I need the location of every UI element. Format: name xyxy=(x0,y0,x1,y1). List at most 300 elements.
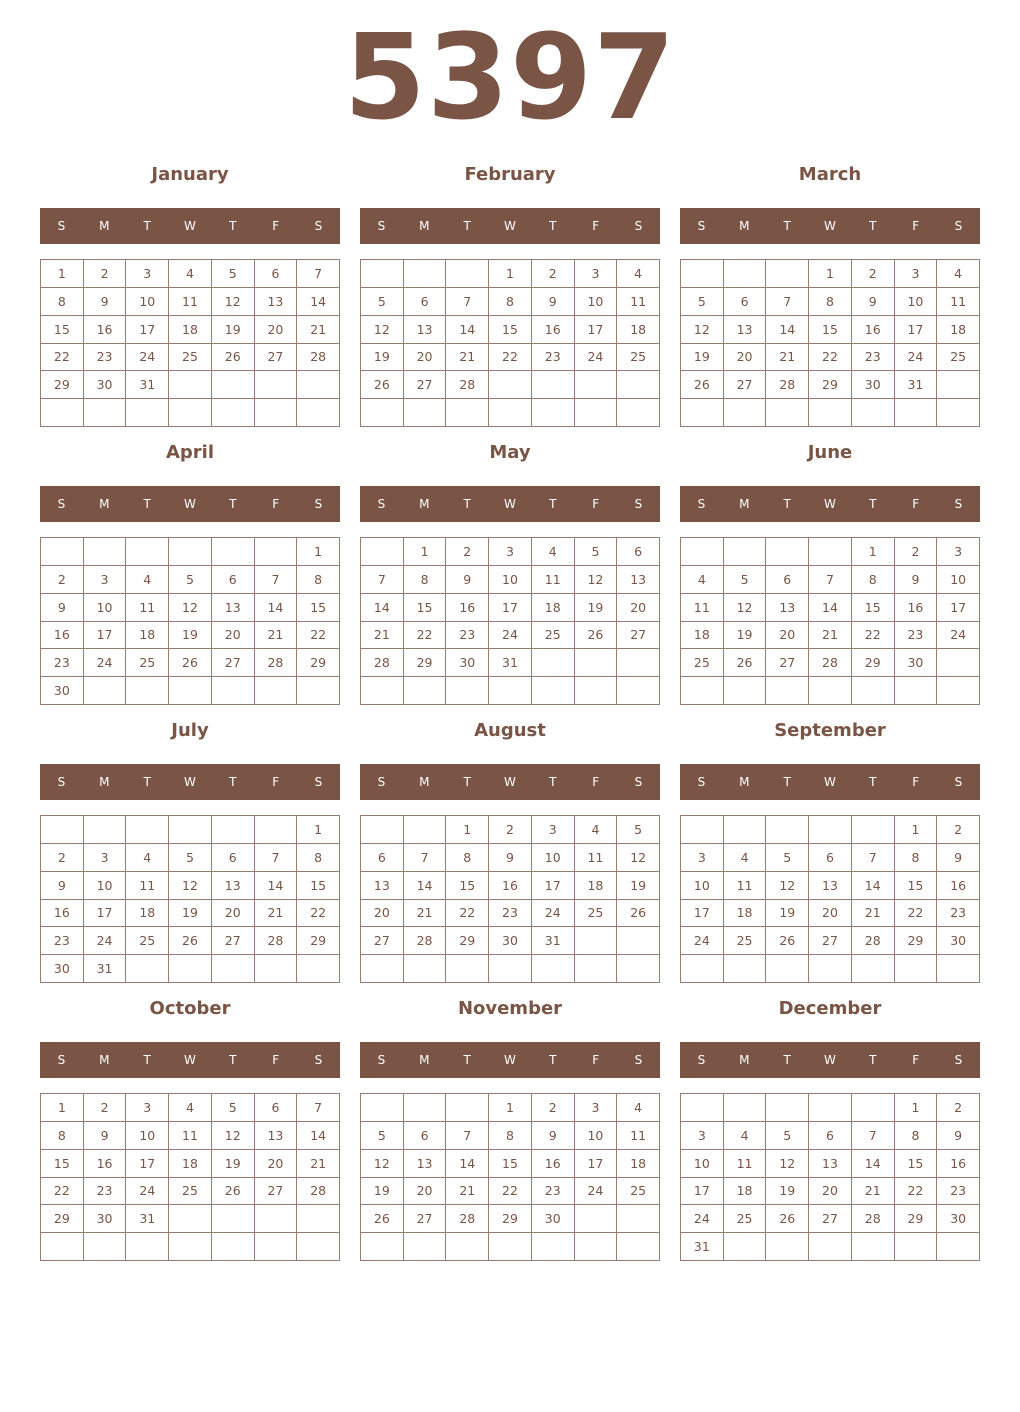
day-cell: 6 xyxy=(617,538,660,566)
empty-cell xyxy=(361,538,404,566)
empty-cell xyxy=(255,1205,298,1233)
weekday-label: S xyxy=(634,1053,643,1067)
day-cell: 10 xyxy=(575,288,618,316)
empty-cell xyxy=(41,1233,84,1261)
day-cell: 8 xyxy=(297,566,340,594)
weekday-label: F xyxy=(272,219,280,233)
day-cell: 19 xyxy=(169,900,212,928)
empty-cell xyxy=(212,816,255,844)
empty-cell xyxy=(681,816,724,844)
weekday-label: T xyxy=(549,219,557,233)
month-name: June xyxy=(807,442,853,463)
day-cell: 25 xyxy=(681,649,724,677)
empty-cell xyxy=(809,677,852,705)
empty-cell xyxy=(255,538,298,566)
day-cell: 10 xyxy=(532,844,575,872)
day-cell: 31 xyxy=(126,371,169,399)
weekday-label: S xyxy=(634,219,643,233)
day-cell: 6 xyxy=(212,566,255,594)
weekday-label: M xyxy=(419,775,430,789)
empty-cell xyxy=(809,538,852,566)
day-cell: 9 xyxy=(84,1122,127,1150)
day-cell: 18 xyxy=(126,900,169,928)
empty-cell xyxy=(617,955,660,983)
day-cell: 28 xyxy=(361,649,404,677)
day-cell: 2 xyxy=(852,260,895,288)
day-cell: 15 xyxy=(489,316,532,344)
day-cell: 26 xyxy=(361,371,404,399)
day-cell: 23 xyxy=(41,649,84,677)
day-cell: 13 xyxy=(404,316,447,344)
day-grid xyxy=(360,815,660,983)
day-cell: 6 xyxy=(361,844,404,872)
day-cell: 5 xyxy=(212,260,255,288)
weekday-label: W xyxy=(824,497,836,511)
empty-cell xyxy=(404,399,447,427)
month-name: February xyxy=(464,164,556,185)
day-cell: 2 xyxy=(895,538,938,566)
day-cell: 24 xyxy=(575,344,618,372)
month-name: December xyxy=(778,998,882,1019)
empty-cell xyxy=(617,927,660,955)
day-cell: 24 xyxy=(489,622,532,650)
day-cell: 16 xyxy=(937,1150,980,1178)
day-cell: 27 xyxy=(361,927,404,955)
day-cell: 22 xyxy=(895,900,938,928)
day-cell: 14 xyxy=(255,872,298,900)
day-cell: 17 xyxy=(126,316,169,344)
empty-cell xyxy=(532,1233,575,1261)
weekday-header xyxy=(360,486,660,522)
day-cell: 17 xyxy=(84,900,127,928)
day-cell: 13 xyxy=(766,594,809,622)
empty-cell xyxy=(361,260,404,288)
weekday-label: T xyxy=(549,775,557,789)
weekday-label: T xyxy=(463,219,471,233)
empty-cell xyxy=(575,371,618,399)
day-cell: 22 xyxy=(809,344,852,372)
day-cell: 3 xyxy=(126,260,169,288)
day-cell: 28 xyxy=(446,1205,489,1233)
day-cell: 4 xyxy=(575,816,618,844)
weekday-label: F xyxy=(912,775,920,789)
empty-cell xyxy=(297,955,340,983)
empty-cell xyxy=(255,399,298,427)
day-cell: 8 xyxy=(41,1122,84,1150)
empty-cell xyxy=(126,677,169,705)
day-cell: 25 xyxy=(724,1205,767,1233)
day-cell: 17 xyxy=(489,594,532,622)
empty-cell xyxy=(895,955,938,983)
day-cell: 5 xyxy=(575,538,618,566)
day-cell: 26 xyxy=(766,927,809,955)
weekday-label: T xyxy=(783,497,791,511)
weekday-label: F xyxy=(272,1053,280,1067)
day-cell: 23 xyxy=(895,622,938,650)
weekday-label: M xyxy=(99,497,110,511)
day-cell: 9 xyxy=(84,288,127,316)
month-name: January xyxy=(151,164,229,185)
day-cell: 3 xyxy=(84,844,127,872)
day-cell: 25 xyxy=(126,649,169,677)
day-cell: 7 xyxy=(361,566,404,594)
day-cell: 9 xyxy=(532,288,575,316)
day-cell: 11 xyxy=(681,594,724,622)
weekday-label: T xyxy=(229,775,237,789)
day-cell: 11 xyxy=(617,1122,660,1150)
day-cell: 18 xyxy=(617,316,660,344)
day-cell: 3 xyxy=(681,844,724,872)
empty-cell xyxy=(575,927,618,955)
day-cell: 21 xyxy=(766,344,809,372)
empty-cell xyxy=(575,1233,618,1261)
day-cell: 16 xyxy=(41,622,84,650)
day-cell: 12 xyxy=(617,844,660,872)
day-cell: 17 xyxy=(895,316,938,344)
day-cell: 31 xyxy=(126,1205,169,1233)
day-cell: 22 xyxy=(446,900,489,928)
empty-cell xyxy=(532,677,575,705)
day-cell: 13 xyxy=(212,872,255,900)
day-cell: 14 xyxy=(809,594,852,622)
day-cell: 11 xyxy=(532,566,575,594)
empty-cell xyxy=(84,399,127,427)
day-cell: 23 xyxy=(41,927,84,955)
day-cell: 12 xyxy=(169,872,212,900)
weekday-label: S xyxy=(954,775,963,789)
day-cell: 24 xyxy=(937,622,980,650)
empty-cell xyxy=(446,955,489,983)
day-cell: 2 xyxy=(532,260,575,288)
weekday-label: T xyxy=(783,775,791,789)
day-cell: 4 xyxy=(126,844,169,872)
day-cell: 30 xyxy=(895,649,938,677)
day-cell: 22 xyxy=(489,344,532,372)
empty-cell xyxy=(446,399,489,427)
day-cell: 28 xyxy=(446,371,489,399)
empty-cell xyxy=(84,1233,127,1261)
empty-cell xyxy=(169,955,212,983)
empty-cell xyxy=(361,1233,404,1261)
day-cell: 20 xyxy=(361,900,404,928)
weekday-label: M xyxy=(99,219,110,233)
weekday-label: M xyxy=(419,1053,430,1067)
day-cell: 21 xyxy=(809,622,852,650)
day-cell: 28 xyxy=(852,927,895,955)
empty-cell xyxy=(255,371,298,399)
day-cell: 2 xyxy=(84,1094,127,1122)
day-cell: 25 xyxy=(532,622,575,650)
empty-cell xyxy=(297,1205,340,1233)
empty-cell xyxy=(169,538,212,566)
empty-cell xyxy=(617,649,660,677)
weekday-label: S xyxy=(57,1053,66,1067)
weekday-label: S xyxy=(314,497,323,511)
day-cell: 19 xyxy=(766,900,809,928)
empty-cell xyxy=(297,399,340,427)
day-cell: 12 xyxy=(169,594,212,622)
empty-cell xyxy=(297,1233,340,1261)
day-cell: 5 xyxy=(617,816,660,844)
empty-cell xyxy=(446,260,489,288)
empty-cell xyxy=(297,371,340,399)
day-cell: 21 xyxy=(255,900,298,928)
weekday-label: S xyxy=(634,775,643,789)
day-cell: 14 xyxy=(297,288,340,316)
day-cell: 9 xyxy=(852,288,895,316)
weekday-label: T xyxy=(549,497,557,511)
day-cell: 15 xyxy=(852,594,895,622)
day-cell: 20 xyxy=(809,900,852,928)
day-cell: 8 xyxy=(446,844,489,872)
day-cell: 11 xyxy=(724,1150,767,1178)
weekday-label: M xyxy=(99,775,110,789)
empty-cell xyxy=(766,677,809,705)
day-cell: 29 xyxy=(489,1205,532,1233)
day-cell: 30 xyxy=(41,955,84,983)
day-cell: 13 xyxy=(404,1150,447,1178)
empty-cell xyxy=(575,955,618,983)
day-cell: 3 xyxy=(532,816,575,844)
day-cell: 20 xyxy=(617,594,660,622)
weekday-label: M xyxy=(419,219,430,233)
day-cell: 2 xyxy=(446,538,489,566)
day-cell: 15 xyxy=(404,594,447,622)
day-cell: 24 xyxy=(126,1178,169,1206)
day-cell: 14 xyxy=(361,594,404,622)
weekday-label: T xyxy=(869,497,877,511)
day-cell: 15 xyxy=(809,316,852,344)
day-cell: 7 xyxy=(446,1122,489,1150)
day-cell: 26 xyxy=(212,1178,255,1206)
day-cell: 16 xyxy=(532,1150,575,1178)
day-cell: 15 xyxy=(297,872,340,900)
day-cell: 14 xyxy=(297,1122,340,1150)
day-cell: 10 xyxy=(937,566,980,594)
day-cell: 27 xyxy=(212,927,255,955)
day-cell: 20 xyxy=(255,1150,298,1178)
day-cell: 19 xyxy=(617,872,660,900)
weekday-label: F xyxy=(592,497,600,511)
weekday-header xyxy=(360,1042,660,1078)
day-cell: 28 xyxy=(255,649,298,677)
day-cell: 15 xyxy=(489,1150,532,1178)
day-cell: 16 xyxy=(41,900,84,928)
day-cell: 24 xyxy=(84,649,127,677)
day-cell: 28 xyxy=(297,1178,340,1206)
day-cell: 12 xyxy=(361,316,404,344)
day-cell: 18 xyxy=(169,1150,212,1178)
weekday-header xyxy=(680,1042,980,1078)
empty-cell xyxy=(895,1233,938,1261)
day-cell: 4 xyxy=(126,566,169,594)
day-cell: 20 xyxy=(766,622,809,650)
day-cell: 5 xyxy=(361,1122,404,1150)
day-cell: 30 xyxy=(84,1205,127,1233)
day-cell: 5 xyxy=(681,288,724,316)
weekday-label: M xyxy=(99,1053,110,1067)
day-grid xyxy=(680,815,980,983)
day-cell: 25 xyxy=(169,344,212,372)
empty-cell xyxy=(852,816,895,844)
empty-cell xyxy=(532,955,575,983)
day-cell: 4 xyxy=(532,538,575,566)
day-cell: 1 xyxy=(489,260,532,288)
empty-cell xyxy=(489,955,532,983)
weekday-label: W xyxy=(824,1053,836,1067)
day-cell: 9 xyxy=(895,566,938,594)
day-cell: 27 xyxy=(404,371,447,399)
empty-cell xyxy=(212,677,255,705)
weekday-label: M xyxy=(739,497,750,511)
day-cell: 11 xyxy=(169,1122,212,1150)
day-cell: 28 xyxy=(852,1205,895,1233)
empty-cell xyxy=(724,538,767,566)
day-cell: 11 xyxy=(617,288,660,316)
empty-cell xyxy=(575,649,618,677)
day-cell: 13 xyxy=(255,1122,298,1150)
weekday-label: F xyxy=(272,497,280,511)
weekday-label: T xyxy=(783,1053,791,1067)
day-cell: 25 xyxy=(724,927,767,955)
weekday-label: S xyxy=(954,497,963,511)
empty-cell xyxy=(404,1094,447,1122)
day-cell: 9 xyxy=(937,844,980,872)
day-cell: 31 xyxy=(532,927,575,955)
day-cell: 27 xyxy=(255,344,298,372)
day-cell: 21 xyxy=(446,344,489,372)
day-cell: 1 xyxy=(489,1094,532,1122)
day-cell: 18 xyxy=(724,1178,767,1206)
day-cell: 17 xyxy=(681,900,724,928)
day-cell: 23 xyxy=(532,344,575,372)
day-cell: 22 xyxy=(41,1178,84,1206)
day-cell: 12 xyxy=(361,1150,404,1178)
empty-cell xyxy=(937,1233,980,1261)
weekday-label: S xyxy=(377,219,386,233)
empty-cell xyxy=(41,538,84,566)
day-cell: 7 xyxy=(852,844,895,872)
day-cell: 1 xyxy=(895,1094,938,1122)
day-cell: 14 xyxy=(404,872,447,900)
empty-cell xyxy=(937,955,980,983)
empty-cell xyxy=(766,955,809,983)
day-cell: 20 xyxy=(255,316,298,344)
day-cell: 17 xyxy=(575,1150,618,1178)
day-cell: 27 xyxy=(809,1205,852,1233)
empty-cell xyxy=(617,1205,660,1233)
day-cell: 18 xyxy=(937,316,980,344)
weekday-header xyxy=(360,208,660,244)
day-cell: 14 xyxy=(766,316,809,344)
empty-cell xyxy=(766,1233,809,1261)
empty-cell xyxy=(404,816,447,844)
day-cell: 15 xyxy=(446,872,489,900)
day-cell: 30 xyxy=(84,371,127,399)
day-cell: 2 xyxy=(41,566,84,594)
weekday-label: F xyxy=(912,497,920,511)
weekday-label: W xyxy=(504,775,516,789)
day-grid xyxy=(40,537,340,705)
weekday-label: S xyxy=(57,497,66,511)
weekday-header xyxy=(40,764,340,800)
day-cell: 20 xyxy=(212,900,255,928)
empty-cell xyxy=(404,1233,447,1261)
empty-cell xyxy=(41,816,84,844)
day-cell: 26 xyxy=(617,900,660,928)
day-cell: 20 xyxy=(212,622,255,650)
day-cell: 1 xyxy=(297,816,340,844)
day-cell: 1 xyxy=(404,538,447,566)
empty-cell xyxy=(937,677,980,705)
day-cell: 22 xyxy=(852,622,895,650)
empty-cell xyxy=(361,955,404,983)
empty-cell xyxy=(724,677,767,705)
day-cell: 17 xyxy=(575,316,618,344)
weekday-label: S xyxy=(954,219,963,233)
empty-cell xyxy=(212,371,255,399)
day-cell: 18 xyxy=(617,1150,660,1178)
day-cell: 20 xyxy=(809,1178,852,1206)
empty-cell xyxy=(852,955,895,983)
weekday-label: W xyxy=(504,1053,516,1067)
day-cell: 1 xyxy=(297,538,340,566)
day-cell: 28 xyxy=(297,344,340,372)
day-cell: 27 xyxy=(617,622,660,650)
day-cell: 2 xyxy=(532,1094,575,1122)
empty-cell xyxy=(126,538,169,566)
weekday-label: S xyxy=(697,1053,706,1067)
empty-cell xyxy=(852,677,895,705)
empty-cell xyxy=(532,399,575,427)
empty-cell xyxy=(681,260,724,288)
day-cell: 14 xyxy=(852,872,895,900)
day-cell: 11 xyxy=(937,288,980,316)
weekday-label: T xyxy=(549,1053,557,1067)
day-cell: 6 xyxy=(255,1094,298,1122)
day-cell: 2 xyxy=(489,816,532,844)
weekday-label: F xyxy=(592,1053,600,1067)
empty-cell xyxy=(212,538,255,566)
day-cell: 12 xyxy=(766,872,809,900)
day-cell: 30 xyxy=(41,677,84,705)
day-cell: 23 xyxy=(937,900,980,928)
day-cell: 27 xyxy=(212,649,255,677)
empty-cell xyxy=(766,399,809,427)
empty-cell xyxy=(724,816,767,844)
day-cell: 7 xyxy=(255,566,298,594)
day-cell: 24 xyxy=(575,1178,618,1206)
day-cell: 16 xyxy=(852,316,895,344)
weekday-label: T xyxy=(229,219,237,233)
weekday-label: T xyxy=(143,497,151,511)
day-cell: 26 xyxy=(575,622,618,650)
weekday-header xyxy=(40,1042,340,1078)
weekday-header xyxy=(40,486,340,522)
day-cell: 18 xyxy=(681,622,724,650)
day-cell: 17 xyxy=(681,1178,724,1206)
day-cell: 4 xyxy=(617,1094,660,1122)
day-cell: 18 xyxy=(169,316,212,344)
day-cell: 19 xyxy=(724,622,767,650)
weekday-label: S xyxy=(377,1053,386,1067)
day-cell: 24 xyxy=(126,344,169,372)
day-cell: 10 xyxy=(126,1122,169,1150)
empty-cell xyxy=(766,1094,809,1122)
weekday-label: S xyxy=(314,775,323,789)
day-cell: 31 xyxy=(681,1233,724,1261)
day-cell: 2 xyxy=(937,816,980,844)
